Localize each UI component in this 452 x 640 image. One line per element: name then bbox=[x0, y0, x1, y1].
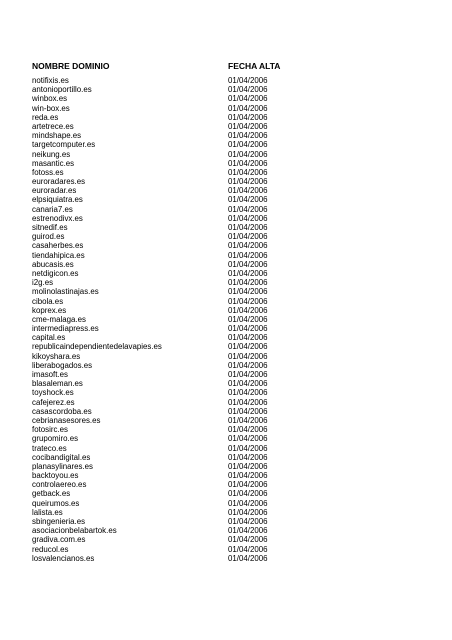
table-row bbox=[0, 104, 452, 113]
date-cell: 01/04/2006 bbox=[228, 223, 268, 232]
date-cell: 01/04/2006 bbox=[228, 268, 268, 278]
column-header-domain: NOMBRE DOMINIO bbox=[32, 61, 110, 71]
domain-cell: winbox.es bbox=[32, 94, 68, 104]
table-row bbox=[0, 545, 452, 554]
table-row bbox=[0, 232, 452, 241]
domain-cell: tiendahipica.es bbox=[32, 250, 85, 260]
date-cell: 01/04/2006 bbox=[228, 452, 268, 462]
domain-cell: i2g.es bbox=[32, 278, 54, 288]
domain-cell: sitnedif.es bbox=[32, 223, 68, 232]
domain-cell: euroradares.es bbox=[32, 177, 86, 187]
domain-cell: mindshape.es bbox=[32, 131, 82, 141]
domain-cell: canaria7.es bbox=[32, 204, 73, 214]
date-cell: 01/04/2006 bbox=[228, 351, 268, 361]
domain-cell: planasylinares.es bbox=[32, 461, 93, 471]
table-row bbox=[0, 379, 452, 388]
date-cell: 01/04/2006 bbox=[228, 103, 268, 113]
domain-cell: abucasis.es bbox=[32, 259, 74, 269]
date-cell: 01/04/2006 bbox=[228, 507, 268, 517]
table-row bbox=[0, 76, 452, 85]
date-cell: 01/04/2006 bbox=[228, 397, 268, 407]
table-row bbox=[0, 278, 452, 287]
table-row bbox=[0, 453, 452, 462]
date-cell: 01/04/2006 bbox=[228, 131, 268, 141]
date-cell: 01/04/2006 bbox=[228, 314, 268, 324]
domain-cell: toyshock.es bbox=[32, 388, 74, 398]
table-row bbox=[0, 131, 452, 140]
table-row bbox=[0, 260, 452, 269]
domain-cell: neikung.es bbox=[32, 149, 71, 159]
domain-cell: cocibandigital.es bbox=[32, 452, 91, 462]
domain-cell: guirod.es bbox=[32, 232, 65, 242]
domain-cell: controlaereo.es bbox=[32, 480, 87, 490]
date-cell: 01/04/2006 bbox=[228, 360, 268, 370]
table-row bbox=[0, 150, 452, 159]
table-row bbox=[0, 398, 452, 407]
table-body bbox=[0, 76, 452, 563]
domain-cell: estrenodivx.es bbox=[32, 213, 83, 223]
table-row bbox=[0, 223, 452, 232]
date-cell: 01/04/2006 bbox=[228, 434, 268, 444]
date-cell: 01/04/2006 bbox=[228, 112, 268, 122]
domain-cell: imasoft.es bbox=[32, 370, 68, 379]
date-cell: 01/04/2006 bbox=[228, 461, 268, 471]
domain-cell: molinolastinajas.es bbox=[32, 287, 99, 297]
date-cell: 01/04/2006 bbox=[228, 287, 268, 297]
date-cell: 01/04/2006 bbox=[228, 195, 268, 205]
date-cell: 01/04/2006 bbox=[228, 278, 268, 288]
date-cell: 01/04/2006 bbox=[228, 232, 268, 242]
table-row bbox=[0, 251, 452, 260]
table-row bbox=[0, 535, 452, 544]
date-cell: 01/04/2006 bbox=[228, 296, 268, 306]
date-cell: 01/04/2006 bbox=[228, 158, 268, 168]
table-row bbox=[0, 205, 452, 214]
date-cell: 01/04/2006 bbox=[228, 250, 268, 260]
table-row bbox=[0, 444, 452, 453]
table-row bbox=[0, 113, 452, 122]
table-row bbox=[0, 361, 452, 370]
date-cell: 01/04/2006 bbox=[228, 471, 268, 481]
date-cell: 01/04/2006 bbox=[228, 535, 268, 545]
table-row bbox=[0, 388, 452, 397]
date-cell: 01/04/2006 bbox=[228, 259, 268, 269]
domain-cell: cafejerez.es bbox=[32, 397, 75, 407]
date-cell: 01/04/2006 bbox=[228, 76, 268, 85]
date-cell: 01/04/2006 bbox=[228, 342, 268, 352]
domain-cell: grupomiro.es bbox=[32, 434, 79, 444]
domain-cell: reducol.es bbox=[32, 544, 69, 554]
domain-cell: sbingenieria.es bbox=[32, 517, 86, 526]
domain-cell: losvalencianos.es bbox=[32, 553, 95, 563]
date-cell: 01/04/2006 bbox=[228, 85, 268, 95]
domain-cell: asociacionbelabartok.es bbox=[32, 526, 117, 536]
table-row bbox=[0, 370, 452, 379]
table-row bbox=[0, 352, 452, 361]
date-cell: 01/04/2006 bbox=[228, 177, 268, 187]
table-row bbox=[0, 315, 452, 324]
table-row bbox=[0, 214, 452, 223]
domain-cell: fotoss.es bbox=[32, 167, 64, 177]
domain-cell: antonioportillo.es bbox=[32, 85, 92, 95]
table-row bbox=[0, 94, 452, 103]
table-row bbox=[0, 425, 452, 434]
date-cell: 01/04/2006 bbox=[228, 121, 268, 131]
date-cell: 01/04/2006 bbox=[228, 167, 268, 177]
date-cell: 01/04/2006 bbox=[228, 489, 268, 499]
table-row bbox=[0, 324, 452, 333]
table-header bbox=[0, 60, 452, 72]
table-row bbox=[0, 269, 452, 278]
date-cell: 01/04/2006 bbox=[228, 415, 268, 425]
domain-cell: gradiva.com.es bbox=[32, 535, 86, 545]
table-row bbox=[0, 489, 452, 498]
table-row bbox=[0, 508, 452, 517]
date-cell: 01/04/2006 bbox=[228, 498, 268, 508]
table-row bbox=[0, 407, 452, 416]
table-row bbox=[0, 480, 452, 489]
date-cell: 01/04/2006 bbox=[228, 241, 268, 251]
table-row bbox=[0, 297, 452, 306]
table-row bbox=[0, 333, 452, 342]
date-cell: 01/04/2006 bbox=[228, 213, 268, 223]
domain-cell: cibola.es bbox=[32, 296, 64, 306]
domain-cell: liberabogados.es bbox=[32, 360, 93, 370]
date-cell: 01/04/2006 bbox=[228, 480, 268, 490]
domain-cell: lalista.es bbox=[32, 507, 63, 517]
date-cell: 01/04/2006 bbox=[228, 140, 268, 150]
table-row bbox=[0, 241, 452, 250]
domain-cell: elpsiquiatra.es bbox=[32, 195, 83, 205]
date-cell: 01/04/2006 bbox=[228, 526, 268, 536]
table-row bbox=[0, 85, 452, 94]
table-row bbox=[0, 416, 452, 425]
date-cell: 01/04/2006 bbox=[228, 406, 268, 416]
domain-cell: euroradar.es bbox=[32, 186, 77, 196]
domain-cell: getback.es bbox=[32, 489, 71, 499]
domain-cell: targetcomputer.es bbox=[32, 140, 96, 150]
date-cell: 01/04/2006 bbox=[228, 379, 268, 389]
domain-cell: notifixis.es bbox=[32, 76, 69, 85]
table-row bbox=[0, 287, 452, 296]
date-cell: 01/04/2006 bbox=[228, 149, 268, 159]
domain-cell: win-box.es bbox=[32, 103, 70, 113]
domain-cell: queirumos.es bbox=[32, 498, 80, 508]
table-row bbox=[0, 177, 452, 186]
domain-cell: cme-malaga.es bbox=[32, 314, 86, 324]
date-cell: 01/04/2006 bbox=[228, 186, 268, 196]
date-cell: 01/04/2006 bbox=[228, 425, 268, 435]
date-cell: 01/04/2006 bbox=[228, 370, 268, 379]
table-row bbox=[0, 462, 452, 471]
domain-cell: cebrianasesores.es bbox=[32, 415, 101, 425]
domain-cell: fotosirc.es bbox=[32, 425, 68, 435]
column-header-date: FECHA ALTA bbox=[228, 61, 281, 71]
date-cell: 01/04/2006 bbox=[228, 443, 268, 453]
date-cell: 01/04/2006 bbox=[228, 544, 268, 554]
domain-cell: masantic.es bbox=[32, 158, 75, 168]
date-cell: 01/04/2006 bbox=[228, 204, 268, 214]
table-row bbox=[0, 554, 452, 563]
domain-cell: republicaindependientedelavapies.es bbox=[32, 342, 162, 352]
table-row bbox=[0, 517, 452, 526]
table-row bbox=[0, 342, 452, 351]
domain-cell: backtoyou.es bbox=[32, 471, 79, 481]
domain-cell: intermediapress.es bbox=[32, 324, 99, 334]
domain-cell: reda.es bbox=[32, 112, 59, 122]
table-row bbox=[0, 140, 452, 149]
table-row bbox=[0, 122, 452, 131]
domain-cell: trateco.es bbox=[32, 443, 67, 453]
table-row bbox=[0, 471, 452, 480]
domain-cell: capital.es bbox=[32, 333, 66, 343]
date-cell: 01/04/2006 bbox=[228, 388, 268, 398]
domain-cell: casaherbes.es bbox=[32, 241, 84, 251]
domain-cell: artetrece.es bbox=[32, 121, 74, 131]
date-cell: 01/04/2006 bbox=[228, 324, 268, 334]
date-cell: 01/04/2006 bbox=[228, 517, 268, 526]
domain-cell: blasaleman.es bbox=[32, 379, 83, 389]
table-row bbox=[0, 159, 452, 168]
domain-cell: koprex.es bbox=[32, 305, 67, 315]
table-row bbox=[0, 499, 452, 508]
domain-cell: netdigicon.es bbox=[32, 268, 79, 278]
domain-cell: casascordoba.es bbox=[32, 406, 92, 416]
date-cell: 01/04/2006 bbox=[228, 305, 268, 315]
table-row bbox=[0, 168, 452, 177]
domain-cell: kikoyshara.es bbox=[32, 351, 81, 361]
date-cell: 01/04/2006 bbox=[228, 94, 268, 104]
date-cell: 01/04/2006 bbox=[228, 553, 268, 563]
table-row bbox=[0, 526, 452, 535]
table-row bbox=[0, 306, 452, 315]
table-row bbox=[0, 195, 452, 204]
date-cell: 01/04/2006 bbox=[228, 333, 268, 343]
table-row bbox=[0, 186, 452, 195]
table-row bbox=[0, 434, 452, 443]
